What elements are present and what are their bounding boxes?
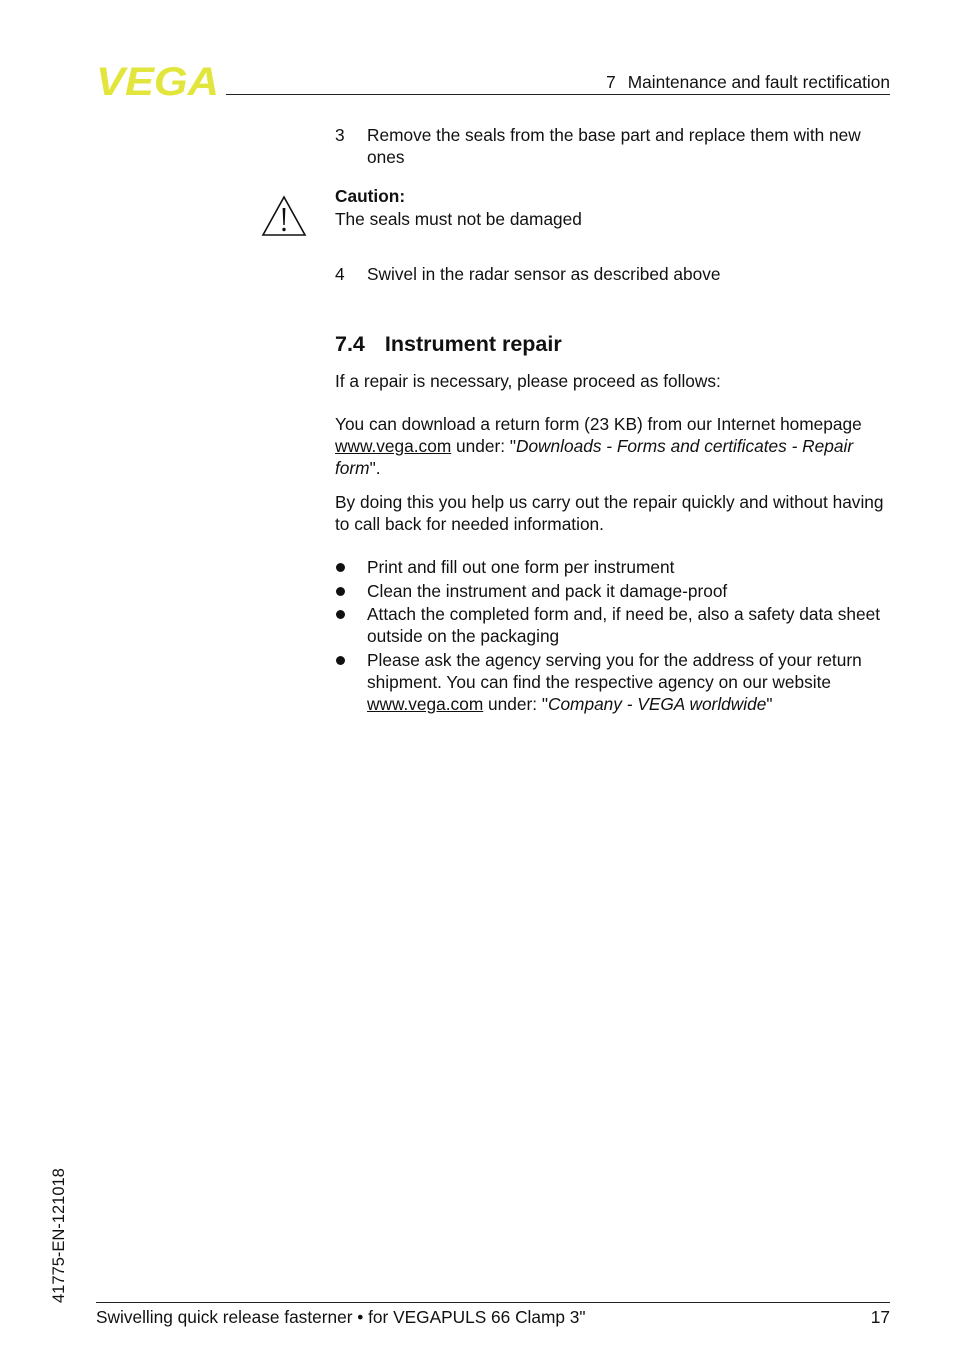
intro-paragraph: If a repair is necessary, please proceed as follows: [335, 371, 721, 391]
running-header [606, 71, 890, 93]
repair-steps-list [335, 556, 891, 716]
list-item: Please ask the agency serving you for the address of your return shipment. You can find the respective agency on our website www.vega.com under: "Company - VEGA worldwide" [335, 649, 891, 715]
step-text: Remove the seals from the base part and replace them with new ones [367, 125, 861, 167]
step-number: 3 [335, 125, 345, 145]
caution-text: The seals must not be damaged [335, 209, 582, 229]
list-item: Print and fill out one form per instrument [335, 556, 891, 578]
bullet-icon [336, 563, 345, 572]
step-3 [335, 124, 890, 168]
svg-text:VEGA: VEGA [96, 62, 219, 100]
agency-path: Company - VEGA worldwide [547, 693, 767, 714]
download-paragraph [335, 413, 891, 479]
header-section-number: 7 [606, 72, 616, 92]
download-path: Downloads - Forms and certificates - Repair form [335, 436, 854, 478]
help-paragraph: By doing this you help us carry out the repair quickly and without having to call back for needed information. [335, 492, 884, 534]
warning-triangle-icon [261, 195, 307, 237]
step-text: Swivel in the radar sensor as described above [367, 264, 721, 284]
download-tail: ". [369, 458, 381, 478]
header-rule [226, 94, 890, 95]
bullet-icon [336, 610, 345, 619]
step-4 [335, 263, 890, 285]
footer-rule [96, 1302, 890, 1303]
vega-website-link[interactable]: www.vega.com [367, 693, 484, 714]
download-lead: You can download a return form (23 KB) from our Internet homepage [335, 414, 862, 434]
section-title: Instrument repair [384, 332, 562, 356]
document-code: 41775-EN-121018 [50, 1168, 68, 1303]
page-number: 17 [870, 1307, 890, 1327]
vega-website-link[interactable]: www.vega.com [335, 436, 452, 456]
caution-label: Caution: [335, 186, 406, 206]
list-item: Clean the instrument and pack it damage-proof [335, 580, 891, 602]
download-mid: under: " [451, 436, 516, 456]
vega-logo [96, 62, 220, 100]
footer-title: Swivelling quick release fasterner • for VEGAPULS 66 Clamp 3" [96, 1307, 586, 1327]
section-heading [335, 330, 562, 358]
bullet-icon [336, 656, 345, 665]
list-item: Attach the completed form and, if need be, also a safety data sheet outside on the packaging [335, 603, 891, 647]
header-section-title: Maintenance and fault rectification [627, 72, 890, 92]
bullet-icon [336, 587, 345, 596]
step-number: 4 [335, 264, 345, 284]
section-number: 7.4 [335, 332, 365, 356]
